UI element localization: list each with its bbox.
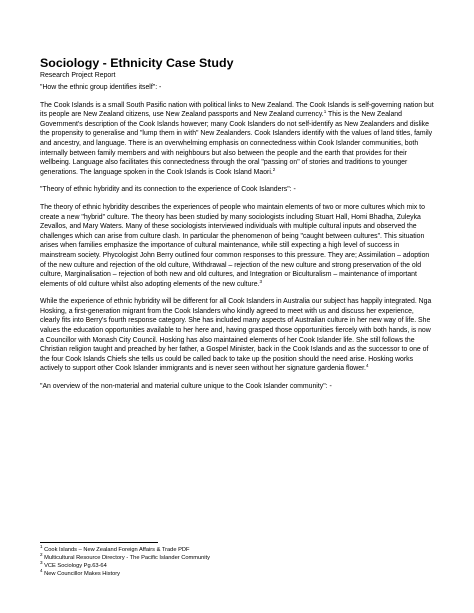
document-subtitle: Research Project Report (40, 72, 116, 79)
section-heading-culture: "An overview of the non-material and material culture unique to the Cook Islander community": - (40, 383, 332, 391)
section-heading-hybridity: "Theory of ethnic hybridity and its connection to the experience of Cook Islanders": - (40, 186, 296, 194)
footnote-item (40, 562, 434, 570)
footnote-text: Multicultural Resource Directory - The Pacific Islander Community (42, 555, 210, 561)
footnote-item (40, 554, 434, 562)
footnote-divider (40, 542, 158, 543)
paragraph-text: While the experience of ethnic hybridity will be different for all Cook Islanders in Australia our subject has happily integrated. Nga Hosking, a first-generation migrant from the Cook Islanders who kindly agreed to meet with us and discuss her experience, clearly fits into Berry's fourth response category. She has included many aspects of Australian culture in her new way of life. She values the education opportunities available to her here and, having grasped those opportunities fiercely with both hands, is now a Councillor with Monash City Council. Hosking has also maintained elements of her Cook Islander life. She still follows the Christian religion taught and preached by her father, a Gospel Minister, back in the Cook Islands and as the successor to one of the four Cook Islands Chiefs she tells us could be called back to take up the position should the need arise. Hosking works actively to support other Cook Islander immigrants and is never seen without her signature gardenia flower. (40, 298, 432, 373)
footnote-text: Cook Islands – New Zealand Foreign Affairs & Trade PDF (42, 547, 190, 553)
footnote-reference[interactable]: 1 (323, 109, 327, 115)
footnote-number: 3 (40, 560, 43, 565)
footnote-number: 1 (40, 544, 43, 549)
footnote-reference[interactable]: 4 (365, 363, 369, 369)
document-title: Sociology - Ethnicity Case Study (40, 56, 234, 70)
footnote-item (40, 546, 434, 554)
paragraph-text: The Cook Islands is a small South Pasific nation with political links to New Zealand. The Cook Islands is self-governing nation but its people are New Zealand citizens, use New Zealand passports and New Zealand currency. (40, 101, 434, 119)
paragraph-hybridity-subject (40, 297, 434, 374)
footnotes (40, 542, 434, 578)
footnote-reference[interactable]: 3 (259, 278, 263, 284)
paragraph-hybridity-theory (40, 203, 434, 289)
section-heading-identity: "How the ethnic group identifies itself": - (40, 84, 162, 91)
paragraph-text: The theory of ethnic hybridity describes the experiences of people who maintain elements of two or more cultures which mix to create a new "hybrid" culture. The theory has been studied by many sociologists including Stuart Hall, Homi Bhadha, Zuleyka Zevallos, and Mary Waters. Many of these sociologists interviewed individuals with multiple cultural inputs and observed the challenges which can arise from culture clash. In particular the phenomenon of being "caught between cultures". This situation arises when families emphasize the importance of cultural maintenance, while still expecting a high level of success in mainstream society. Phycologist John Berry outlined four common responses to this pressure. They are; Assimilation – adoption of the new culture and rejection of the old culture, Withdrawal – rejection of the new culture and strong preservation of the old culture, Marginalisation – rejection of both new and old cultures, and Integration or Biculturalism – maintenance of important elements of old culture whilst also adopting elements of the new culture. (40, 203, 430, 288)
footnote-text: VCE Sociology Pg.63-64 (42, 563, 107, 569)
paragraph-identity (40, 101, 434, 178)
paragraph-text: This is the New Zealand Government's description of the Cook Islands however; many Cook Islanders do not self-identify as New Zealanders and dislike the propensity to generalise and "lump them in with" New Zealanders. Cook Islanders identify with the values of land titles, family and ancestry, and language. There is an overwhelming emphasis on connectedness within Cook Islander communities, both internally between family members and with neighbours but also between the people and the earth that provides for their wellbeing. Language also facilitates this connectedness through the oral "passing on" of stories and traditions to younger generations. The language spoken in the Cook Islands is Cook Island Maori. (40, 111, 433, 176)
footnote-reference[interactable]: 2 (272, 166, 276, 172)
footnote-item (40, 570, 434, 578)
footnote-number: 2 (40, 552, 43, 557)
footnote-number: 4 (40, 568, 43, 573)
footnote-text: New Councillor Makes History (42, 571, 120, 577)
document-body (40, 56, 434, 400)
